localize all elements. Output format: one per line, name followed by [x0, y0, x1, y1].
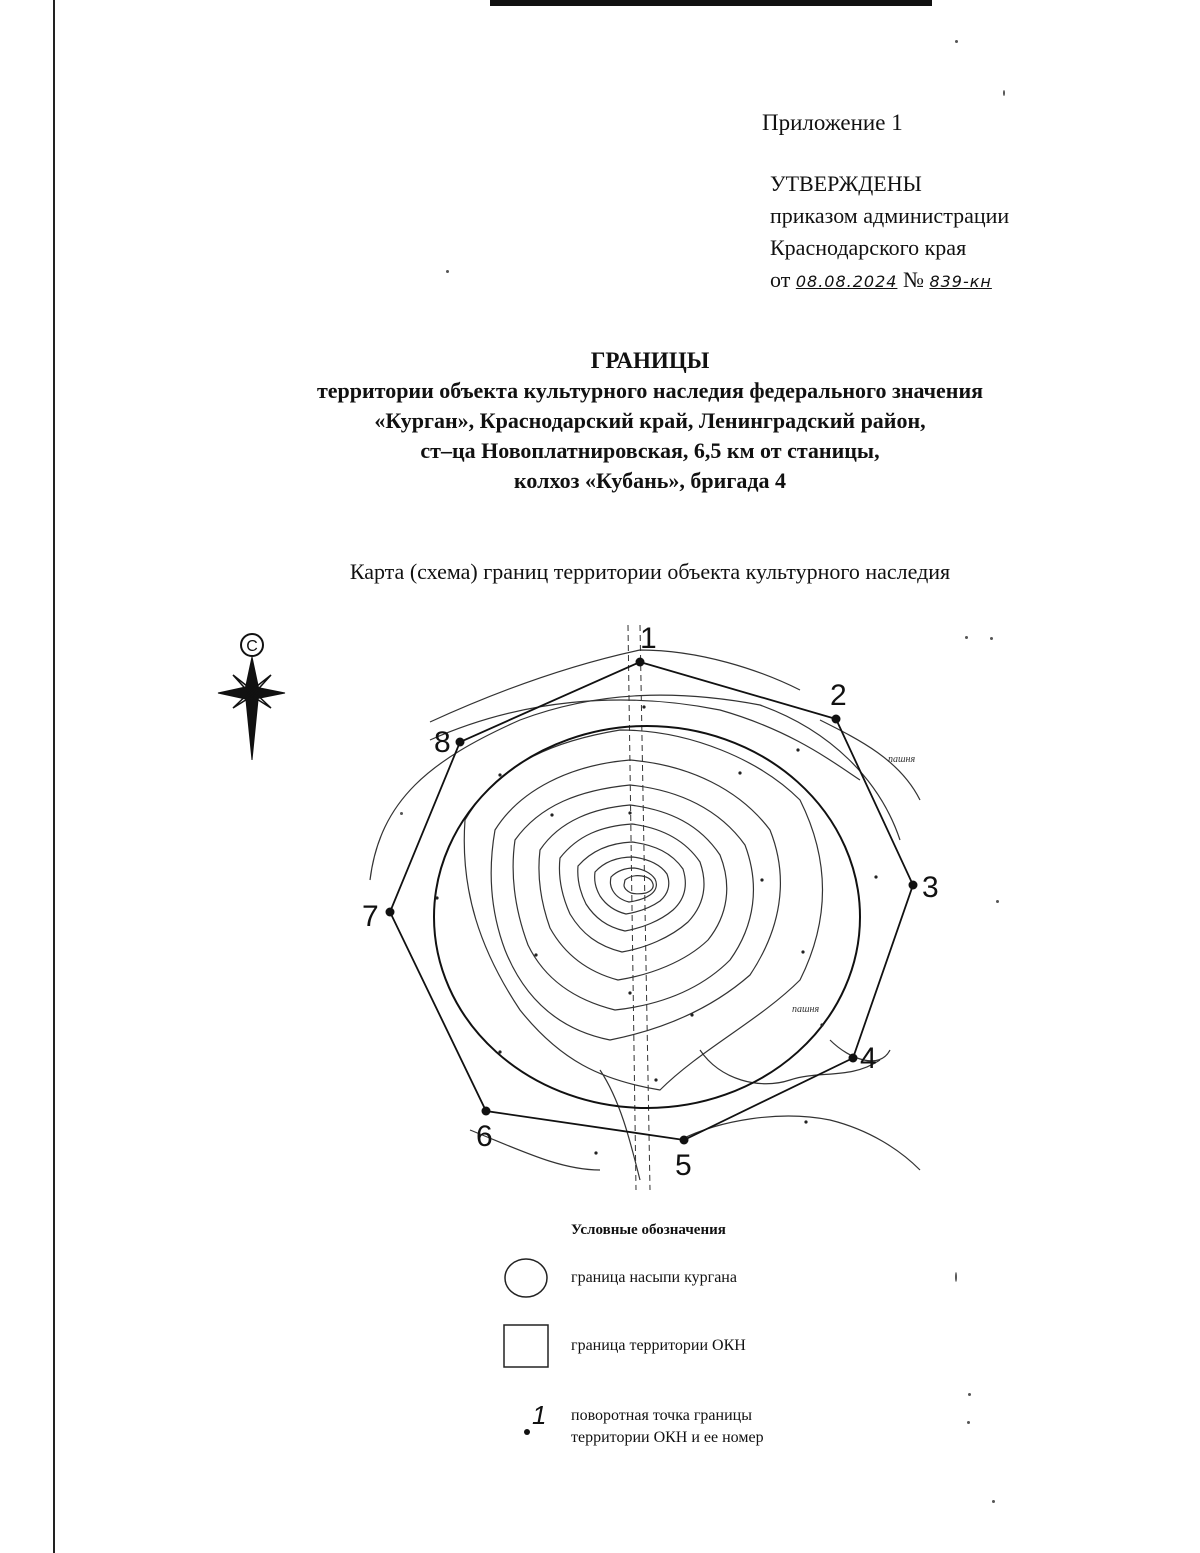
title-line-2: «Курган», Краснодарский край, Ленинградский район, [374, 408, 926, 433]
region-label: Краснодарского края [770, 235, 967, 260]
legend-point-number: 1 [532, 1400, 547, 1430]
top-border-bar [490, 0, 932, 6]
turning-point-5 [680, 1136, 689, 1145]
date-prefix: от [770, 267, 791, 292]
document-title [200, 346, 1100, 496]
road-dashed-lines [628, 625, 650, 1190]
order-number: 839-кн [929, 272, 992, 291]
turning-point-4 [849, 1054, 858, 1063]
legend-square-icon [502, 1323, 552, 1369]
approved-label: УТВЕРЖДЕНЫ [770, 171, 922, 196]
turning-points [386, 658, 918, 1145]
mound-boundary [434, 726, 860, 1108]
compass-rose-icon [218, 634, 285, 760]
turning-point-1 [636, 658, 645, 667]
legend-turning-point-label [571, 1405, 764, 1449]
map-annotation-field-2: пашня [792, 1004, 820, 1015]
legend-mound-label: граница насыпи кургана [571, 1269, 737, 1286]
legend-title: Условные обозначения [571, 1222, 726, 1238]
legend-turning-point-line-1: поворотная точка границы [571, 1407, 752, 1424]
boundary-map [200, 600, 1000, 1200]
number-prefix: № [902, 267, 924, 292]
point-label-1: 1 [640, 622, 657, 655]
legend-circle-icon [502, 1256, 550, 1300]
turning-point-8 [456, 738, 465, 747]
turning-point-7 [386, 908, 395, 917]
point-labels [362, 622, 939, 1182]
turning-point-2 [832, 715, 841, 724]
point-label-5: 5 [675, 1149, 692, 1182]
order-date: 08.08.2024 [795, 272, 898, 291]
map-caption: Карта (схема) границ территории объекта культурного наследия [349, 559, 951, 584]
legend-turning-point-line-2: территории ОКН и ее номер [571, 1429, 764, 1446]
approval-block [770, 168, 1009, 298]
order-date-line [770, 264, 1009, 298]
compass-letter: С [246, 638, 258, 655]
appendix-label: Приложение 1 [762, 110, 903, 135]
title-line-3: ст–ца Новоплатнировская, 6,5 км от станицы, [420, 438, 880, 463]
legend-point-icon [518, 1400, 552, 1440]
title-line-1: территории объекта культурного наследия федерального значения [316, 378, 984, 403]
elevation-marks [435, 705, 877, 1154]
point-label-2: 2 [830, 679, 847, 712]
turning-point-6 [482, 1107, 491, 1116]
turning-point-3 [909, 881, 918, 890]
order-label: приказом администрации [770, 203, 1010, 228]
point-label-4: 4 [860, 1042, 877, 1075]
point-label-8: 8 [434, 726, 451, 759]
map-annotation-field-1: пашня [888, 754, 916, 765]
territory-boundary [390, 662, 913, 1140]
point-label-7: 7 [362, 900, 379, 933]
title-line-4: колхоз «Кубань», бригада 4 [514, 468, 786, 493]
point-label-3: 3 [922, 871, 939, 904]
legend-territory-label: граница территории ОКН [571, 1337, 746, 1354]
page-left-edge [53, 0, 55, 1553]
point-label-6: 6 [476, 1120, 493, 1153]
title-heading: ГРАНИЦЫ [590, 348, 710, 373]
